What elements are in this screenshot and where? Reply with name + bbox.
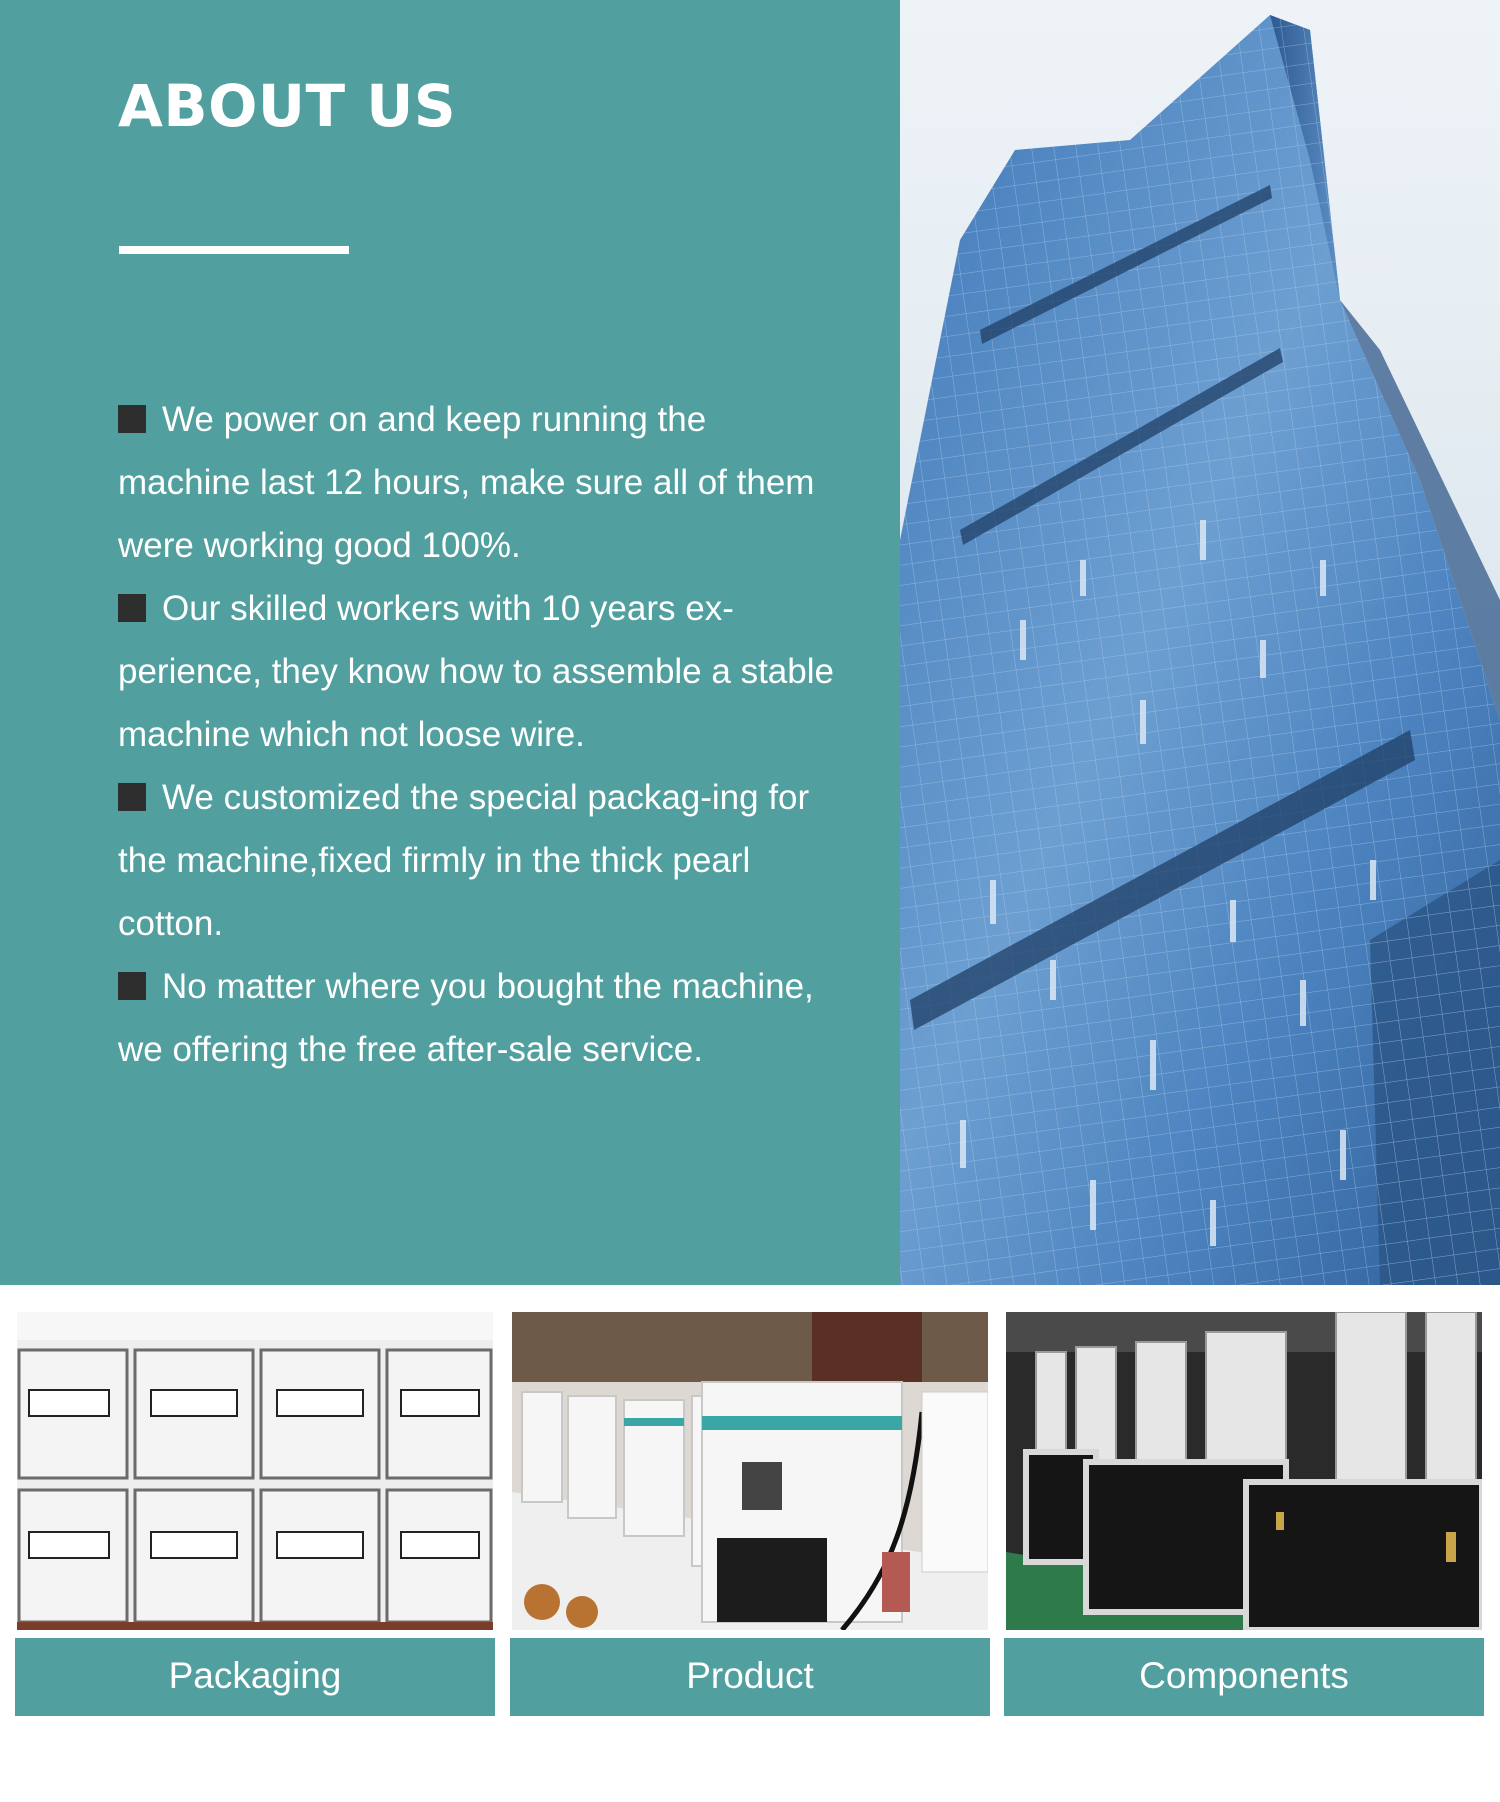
components-photo xyxy=(1006,1312,1482,1630)
gallery xyxy=(0,1312,1500,1712)
about-point xyxy=(118,577,838,766)
square-bullet-icon xyxy=(118,594,146,622)
square-bullet-icon xyxy=(118,405,146,433)
about-panel xyxy=(0,0,900,1285)
skyscraper-photo xyxy=(900,0,1500,1285)
product-photo xyxy=(512,1312,988,1630)
about-point-text: We power on and keep running the machine last 12 hours, make sure all of them were working good 100%. xyxy=(118,400,815,565)
square-bullet-icon xyxy=(118,972,146,1000)
about-point-text: Our skilled workers with 10 years ex-perience, they know how to assemble a stable machine which not loose wire. xyxy=(118,589,834,754)
packaging-photo xyxy=(17,1312,493,1630)
title-underline xyxy=(119,246,349,254)
page-title: ABOUT US xyxy=(118,72,457,140)
about-point xyxy=(118,955,838,1081)
card-label: Packaging xyxy=(15,1638,495,1716)
about-point xyxy=(118,766,838,955)
about-point xyxy=(118,388,838,577)
card-label: Product xyxy=(510,1638,990,1716)
square-bullet-icon xyxy=(118,783,146,811)
about-point-text: We customized the special packag-ing for the machine,fixed firmly in the thick pearl cotton. xyxy=(118,778,810,943)
card-label: Components xyxy=(1004,1638,1484,1716)
about-points xyxy=(118,388,838,1081)
about-point-text: No matter where you bought the machine, we offering the free after-sale service. xyxy=(118,967,814,1069)
